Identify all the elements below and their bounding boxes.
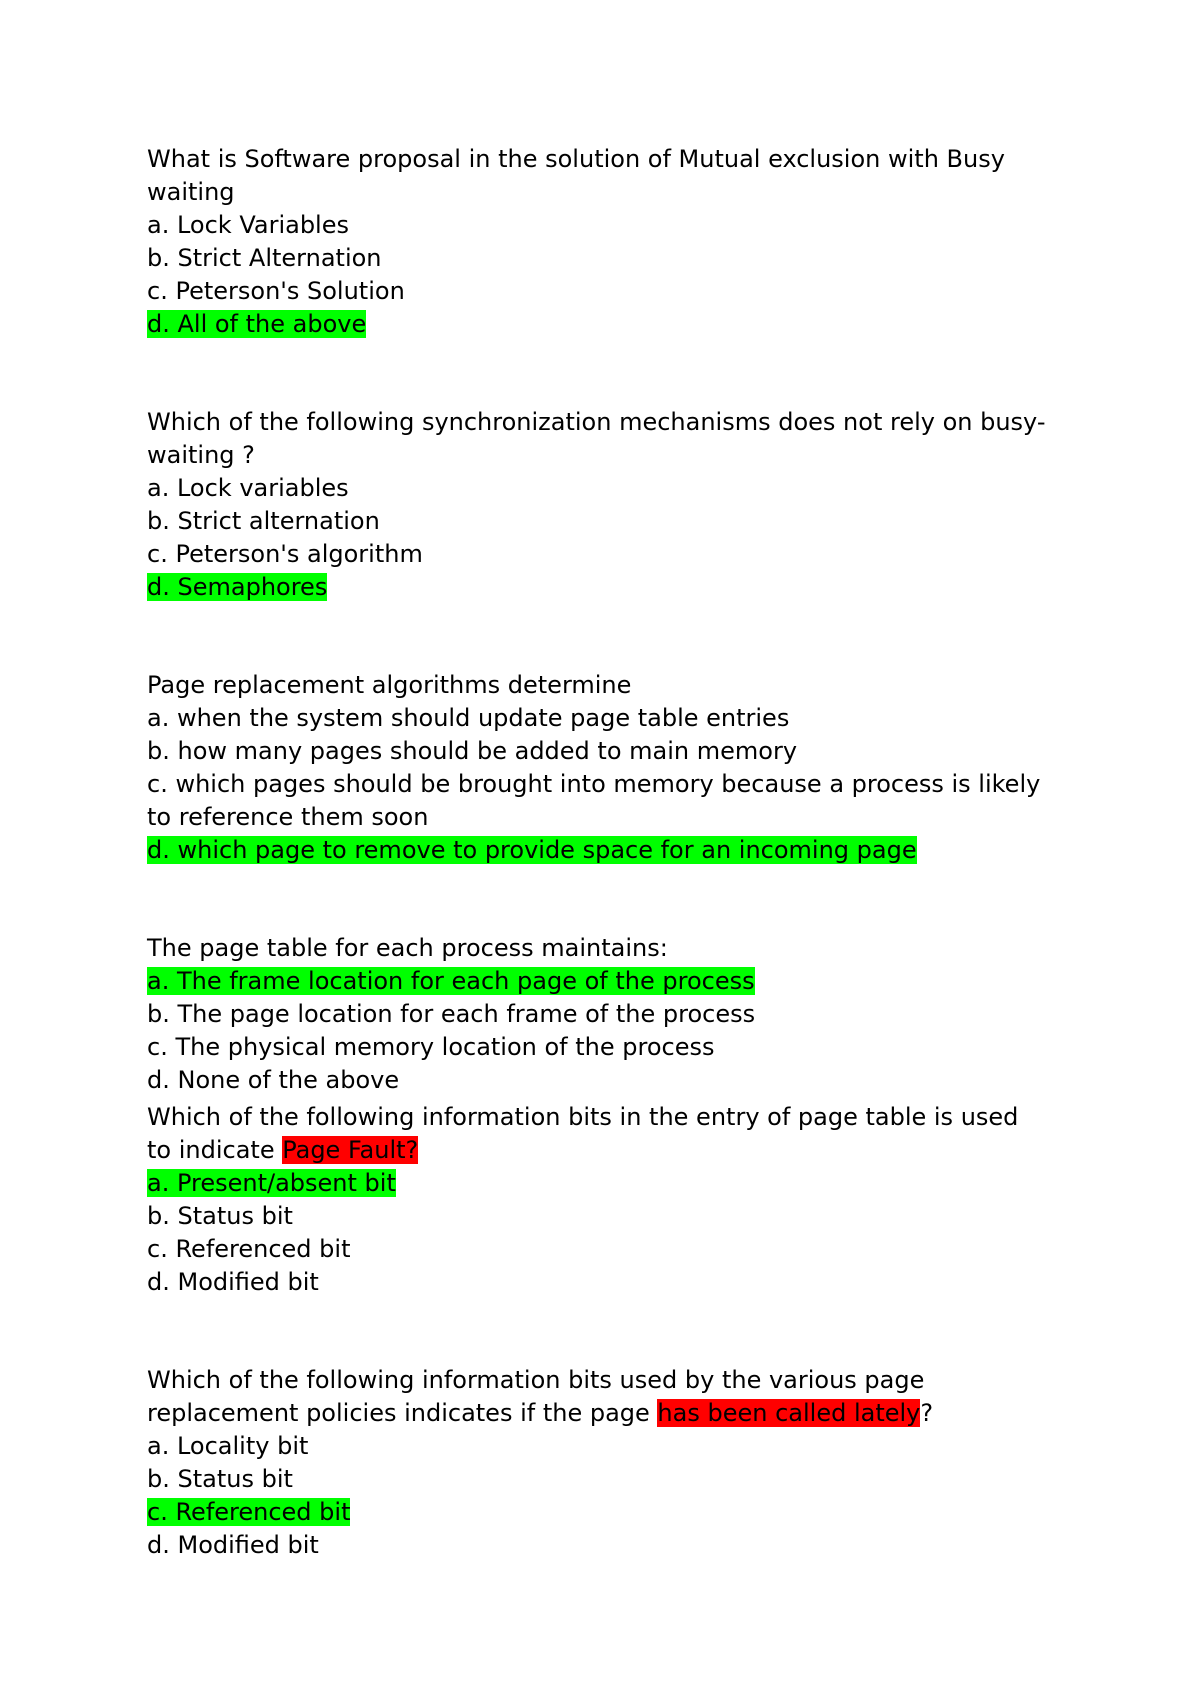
question-4-option-a-correct: a. The frame location for each page of the process xyxy=(147,967,755,995)
question-6-option-c-correct: c. Referenced bit xyxy=(147,1498,351,1526)
question-2-option-b: b. Strict alternation xyxy=(147,507,380,535)
question-6 xyxy=(147,1364,1067,1562)
question-5-option-b: b. Status bit xyxy=(147,1202,293,1230)
question-2-option-d-correct: d. Semaphores xyxy=(147,573,328,601)
question-3-option-c-line-2: to reference them soon xyxy=(147,803,429,831)
question-4-stem-line-1: The page table for each process maintains: xyxy=(147,934,668,962)
question-5-stem-line-2-text: to indicate xyxy=(147,1136,283,1164)
question-6-stem-line-2 xyxy=(147,1397,1067,1430)
question-3-option-c-line-1: c. which pages should be brought into memory because a process is likely xyxy=(147,770,1041,798)
question-4 xyxy=(147,932,1067,1097)
question-3-option-b: b. how many pages should be added to main memory xyxy=(147,737,798,765)
question-6-keyword-highlight: has been called lately xyxy=(657,1399,921,1427)
question-4-option-c: c. The physical memory location of the process xyxy=(147,1033,715,1061)
question-1-option-a: a. Lock Variables xyxy=(147,211,349,239)
question-4-option-d: d. None of the above xyxy=(147,1066,400,1094)
question-1-option-c: c. Peterson's Solution xyxy=(147,277,405,305)
question-2-option-c: c. Peterson's algorithm xyxy=(147,540,423,568)
question-6-stem-line-1: Which of the following information bits used by the various page xyxy=(147,1366,925,1394)
question-3 xyxy=(147,669,1067,867)
document-content xyxy=(147,143,1067,1562)
question-1-option-d-correct: d. All of the above xyxy=(147,310,367,338)
question-5-option-c: c. Referenced bit xyxy=(147,1235,351,1263)
question-3-option-d-correct: d. which page to remove to provide space for an incoming page xyxy=(147,836,917,864)
question-1-option-b: b. Strict Alternation xyxy=(147,244,382,272)
question-3-stem-line-1: Page replacement algorithms determine xyxy=(147,671,632,699)
question-2 xyxy=(147,406,1067,604)
question-6-stem-line-2-end: ? xyxy=(920,1399,934,1427)
question-1 xyxy=(147,143,1067,341)
question-5-option-d: d. Modified bit xyxy=(147,1268,319,1296)
question-5-stem-line-1: Which of the following information bits in the entry of page table is used xyxy=(147,1103,1019,1131)
question-4-option-b: b. The page location for each frame of the process xyxy=(147,1000,756,1028)
question-3-option-a: a. when the system should update page table entries xyxy=(147,704,790,732)
question-1-stem-line-2: waiting xyxy=(147,178,235,206)
question-5-option-a-correct: a. Present/absent bit xyxy=(147,1169,396,1197)
question-6-option-a: a. Locality bit xyxy=(147,1432,309,1460)
question-5-keyword-highlight: Page Fault? xyxy=(282,1136,419,1164)
question-5-stem-line-2 xyxy=(147,1134,1067,1167)
question-6-option-d: d. Modified bit xyxy=(147,1531,319,1559)
question-6-option-b: b. Status bit xyxy=(147,1465,293,1493)
question-1-stem-line-1: What is Software proposal in the solution of Mutual exclusion with Busy xyxy=(147,145,1005,173)
question-6-stem-line-2-text: replacement policies indicates if the page xyxy=(147,1399,658,1427)
question-2-option-a: a. Lock variables xyxy=(147,474,349,502)
question-2-stem-line-1: Which of the following synchronization mechanisms does not rely on busy- xyxy=(147,408,1046,436)
question-2-stem-line-2: waiting ? xyxy=(147,441,255,469)
question-5 xyxy=(147,1101,1067,1299)
